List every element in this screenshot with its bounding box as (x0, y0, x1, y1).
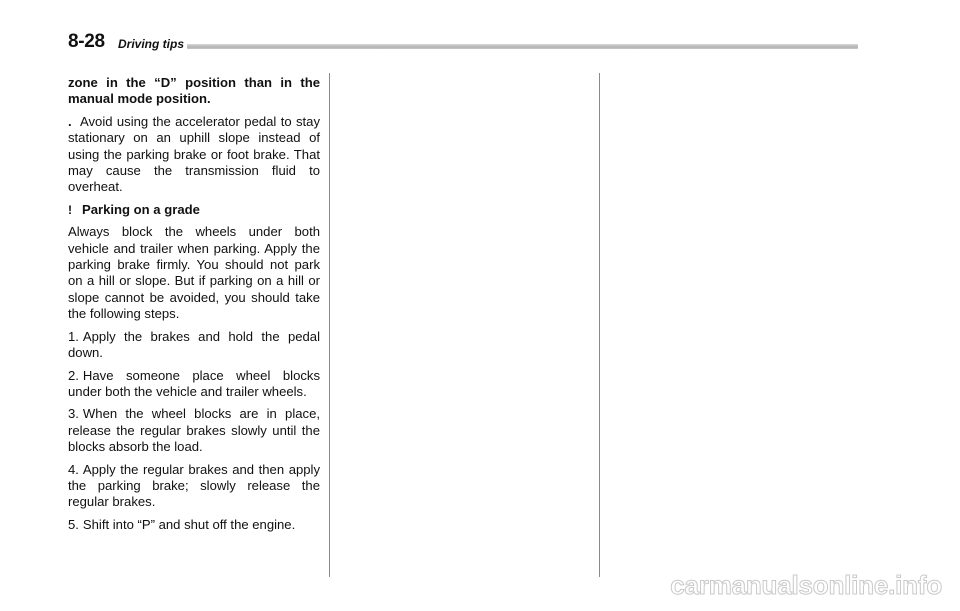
watermark: carmanualsonline.info (670, 570, 942, 600)
step-item (68, 368, 320, 401)
step-number: 2. (68, 367, 79, 383)
section-title: Driving tips (118, 37, 185, 51)
column-divider (599, 73, 600, 577)
bullet-item (68, 114, 320, 196)
bullet-text: Avoid using the accelerator pedal to stay stationary on an uphill slope instead of using the parking brake or foot brake. That may cause the transmission fluid to overheat. (68, 113, 320, 195)
subheading (68, 202, 320, 218)
step-text: Have someone place wheel blocks under both the vehicle and trailer wheels. (68, 367, 320, 399)
step-text: When the wheel blocks are in place, release the regular brakes slowly until the blocks absorb the load. (68, 406, 320, 455)
subheading-text: Parking on a grade (82, 201, 200, 217)
page-header (0, 30, 860, 54)
step-number: 5. (68, 516, 79, 532)
header-rule (187, 44, 858, 49)
column-divider (329, 73, 330, 577)
step-number: 1. (68, 328, 79, 344)
step-text: Apply the brakes and hold the pedal down. (68, 328, 320, 361)
step-number: 3. (68, 406, 79, 422)
text-column-left (68, 75, 320, 539)
step-item (68, 462, 320, 511)
body-paragraph: Always block the wheels under both vehicle and trailer when parking. Apply the parking brake firmly. You should not park on a hill or slope. But if parking on a hill or slope cannot be avoided, you should take the following steps. (68, 224, 320, 322)
marker-icon: ! (68, 202, 72, 217)
step-item (68, 406, 320, 455)
bullet-mark: . (68, 113, 72, 129)
step-number: 4. (68, 461, 79, 477)
step-item (68, 517, 320, 533)
step-text: Apply the regular brakes and then apply the parking brake; slowly release the regular brakes. (68, 461, 320, 510)
step-text: Shift into “P” and shut off the engine. (82, 516, 296, 532)
step-item (68, 329, 320, 362)
page-number: 8-28 (68, 31, 105, 52)
intro-paragraph: zone in the “D” position than in the manual mode position. (68, 75, 320, 107)
